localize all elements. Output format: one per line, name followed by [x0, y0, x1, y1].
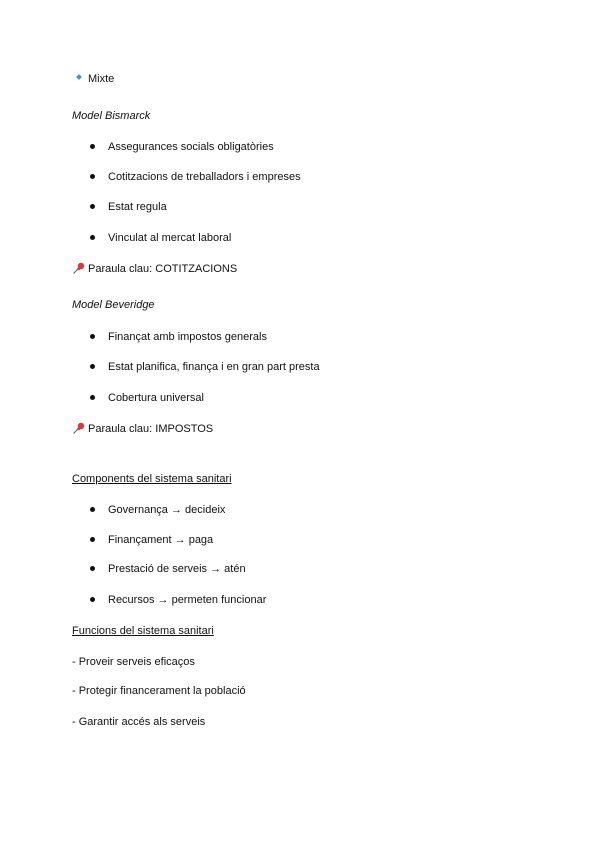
bullet-icon: [90, 334, 95, 339]
bismarck-item: Estat regula: [108, 201, 167, 213]
funcions-heading: Funcions del sistema sanitari: [72, 625, 214, 637]
top-item: Mixte: [88, 73, 115, 85]
pushpin-icon: [72, 261, 86, 275]
components-item: Finançament → paga: [108, 534, 214, 546]
bullet-icon: [90, 537, 95, 542]
funcions-item: - Garantir accés als serveis: [72, 716, 206, 728]
bullet-icon: [90, 566, 95, 571]
bullet-icon: [90, 235, 95, 240]
beveridge-item: Cobertura universal: [108, 392, 204, 404]
funcions-item: - Protegir financerament la població: [72, 685, 246, 697]
bismarck-item: Assegurances socials obligatòries: [108, 141, 274, 153]
bismarck-title: Model Bismarck: [72, 110, 151, 122]
bismarck-item: Vinculat al mercat laboral: [108, 232, 232, 244]
components-item: Governança → decideix: [108, 504, 226, 516]
beveridge-keyword: Paraula clau: IMPOSTOS: [88, 423, 214, 435]
components-item: Prestació de serveis → atén: [108, 563, 246, 575]
bullet-icon: [90, 507, 95, 512]
components-heading: Components del sistema sanitari: [72, 473, 232, 485]
bullet-icon: [90, 144, 95, 149]
bullet-icon: [90, 395, 95, 400]
components-item: Recursos → permeten funcionar: [108, 594, 267, 606]
diamond-bullet-icon: [76, 74, 82, 80]
beveridge-item: Finançat amb impostos generals: [108, 331, 267, 343]
funcions-item: - Proveir serveis eficaços: [72, 656, 195, 668]
bullet-icon: [90, 364, 95, 369]
pushpin-icon: [72, 421, 86, 435]
bullet-icon: [90, 174, 95, 179]
bismarck-item: Cotitzacions de treballadors i empreses: [108, 171, 301, 183]
beveridge-item: Estat planifica, finança i en gran part presta: [108, 361, 320, 373]
bullet-icon: [90, 204, 95, 209]
beveridge-title: Model Beveridge: [72, 299, 155, 311]
bullet-icon: [90, 597, 95, 602]
bismarck-keyword: Paraula clau: COTITZACIONS: [88, 263, 238, 275]
